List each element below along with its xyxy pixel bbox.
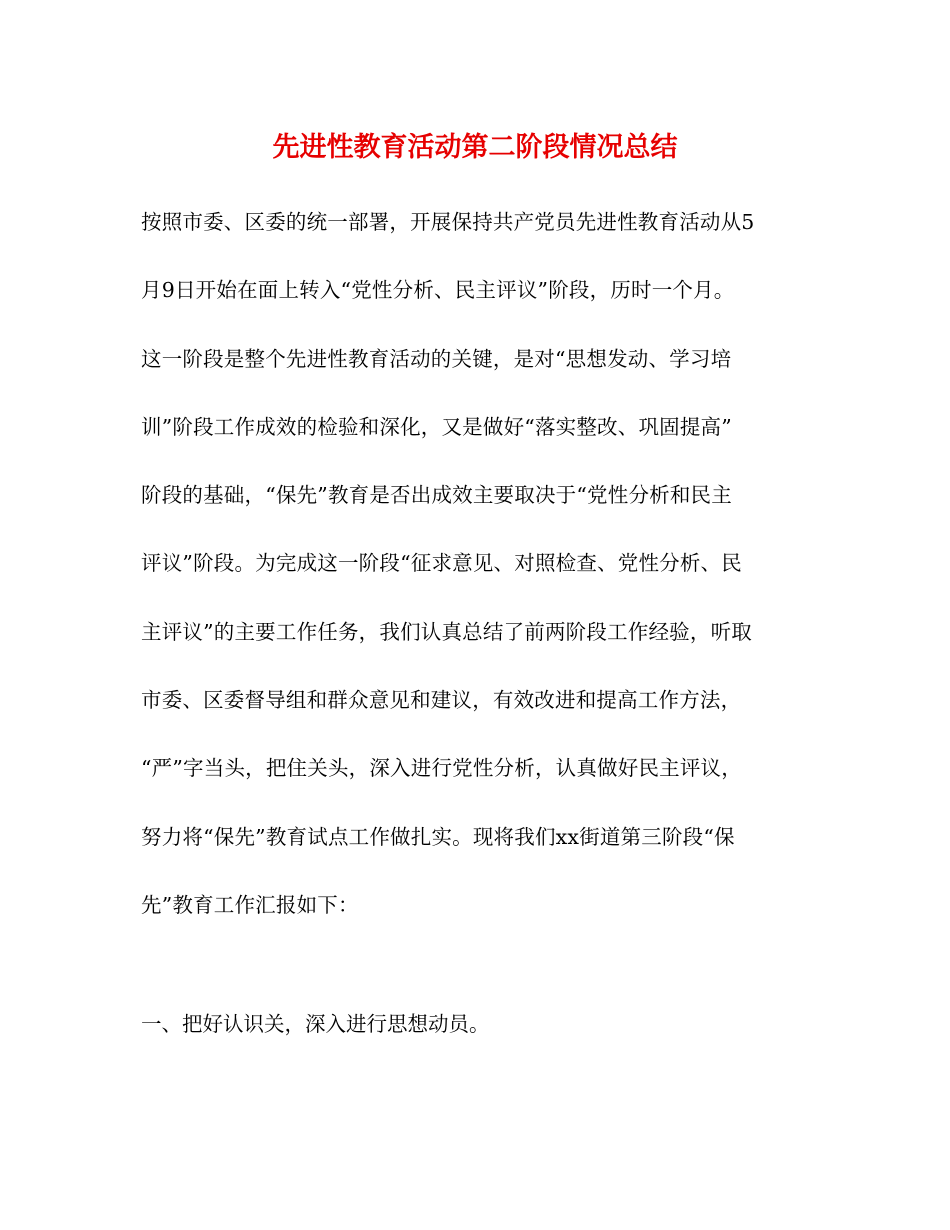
document-title: 先进性教育活动第二阶段情况总结 [272,132,678,163]
paragraph-line: 训”阶段工作成效的检验和深化，又是做好“落实整改、巩固提高” [141,414,732,439]
paragraph-line: 努力将“保先”教育试点工作做扎实。现将我们xx街道第三阶段“保 [141,824,735,849]
body-paragraph [141,188,821,939]
paragraph-line: 按照市委、区委的统一部署，开展保持共产党员先进性教育活动从5 [141,210,755,234]
paragraph-line: 先”教育工作汇报如下： [141,892,359,917]
paragraph-line: 市委、区委督导组和群众意见和建议，有效改进和提高工作方法， [141,688,742,713]
paragraph-line: “严”字当头，把住关头，深入进行党性分析，认真做好民主评议， [141,756,742,781]
paragraph-line: 月9日开始在面上转入“党性分析、民主评议”阶段，历时一个月。 [141,278,735,303]
paragraph-line: 阶段的基础，“保先”教育是否出成效主要取决于“党性分析和民主 [141,483,732,508]
paragraph-line: 这一阶段是整个先进性教育活动的关键，是对“思想发动、学习培 [141,346,732,371]
paragraph-line: 评议”阶段。为完成这一阶段“征求意见、对照检查、党性分析、民 [141,551,742,576]
section-heading: 一、把好认识关，深入进行思想动员。 [141,1012,490,1036]
paragraph-line: 主评议”的主要工作任务，我们认真总结了前两阶段工作经验，听取 [141,619,752,644]
